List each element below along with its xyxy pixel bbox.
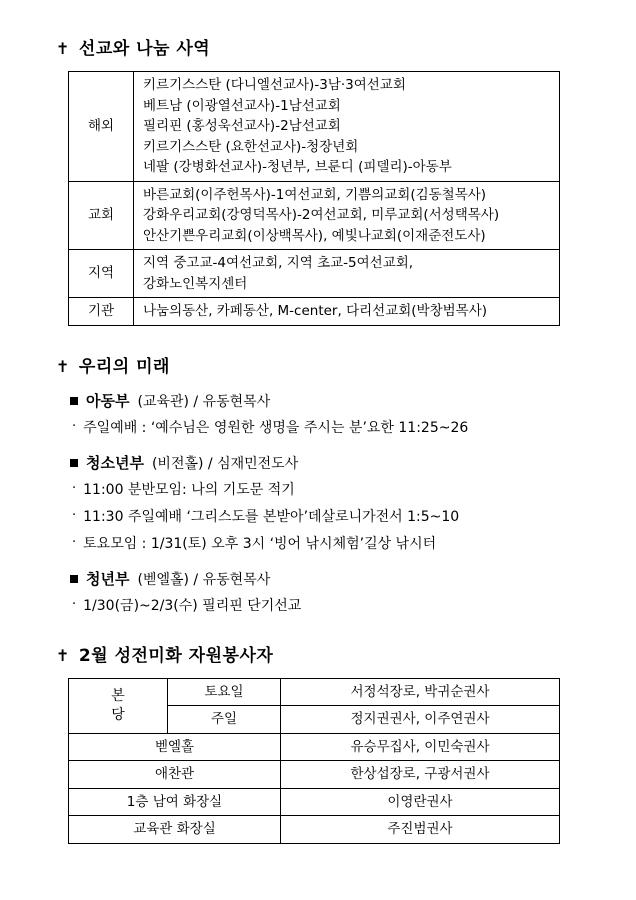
group-name: 청소년부 — [86, 453, 144, 472]
row-label: 해외 — [69, 72, 134, 182]
names-cell: 한상섭장로, 구광서권사 — [281, 761, 560, 789]
future-heading — [56, 352, 590, 377]
group-detail: (비전홀) / 심재민전도사 — [151, 455, 299, 472]
table-row — [69, 72, 560, 182]
list-item-text: 11:00 분반모임: 나의 기도문 적기 — [83, 481, 295, 498]
list-item — [72, 507, 590, 528]
list-item — [72, 418, 590, 439]
row-content — [134, 181, 560, 250]
row-label: 기관 — [69, 298, 134, 326]
group-heading-children — [70, 390, 590, 411]
list-item — [72, 596, 590, 617]
missions-table — [68, 71, 560, 326]
list-item: 키르기스스탄 (요한선교사)-청장년회 — [143, 138, 359, 155]
list-item: 안산기쁜우리교회(이상백목사), 예빛나교회(이재준전도사) — [143, 227, 486, 244]
list-item — [72, 480, 590, 501]
list-item-text: 주일예배 : ‘예수님은 영원한 생명을 주시는 분’요한 11:25~26 — [83, 419, 469, 436]
schedule-cell: 주일 — [168, 706, 281, 734]
table-row — [69, 250, 560, 298]
table-row — [69, 788, 560, 816]
cross-icon: ✝ — [56, 645, 70, 665]
list-item: 나눔의동산, 카페동산, M-center, 다리선교회(박창범목사) — [143, 303, 488, 320]
list-item: 강화노인복지센터 — [143, 275, 248, 292]
list-item: 필리핀 (홍성욱선교사)-2남선교회 — [143, 118, 341, 135]
dot-bullet-icon: · — [72, 480, 77, 496]
list-item: 지역 중고교-4여선교회, 지역 초교-5여선교회, — [143, 255, 414, 272]
list-item: 강화우리교회(강영덕목사)-2여선교회, 미루교회(서성택목사) — [143, 207, 500, 224]
dot-bullet-icon: · — [72, 534, 77, 550]
names-cell: 서정석장로, 박귀순권사 — [281, 678, 560, 706]
row-content — [134, 298, 560, 326]
schedule-cell: 토요일 — [168, 678, 281, 706]
list-item: 바른교회(이주헌목사)-1여선교회, 기쁨의교회(김동철목사) — [143, 186, 487, 203]
cross-icon: ✝ — [56, 39, 70, 58]
table-row — [69, 761, 560, 789]
volunteers-table — [68, 678, 560, 844]
future-title: 우리의 미래 — [78, 356, 170, 377]
place-cell: 벧엘홀 — [69, 733, 281, 761]
list-item-text: 토요모임 : 1/31(토) 오후 3시 ‘빙어 낚시체험’길상 낚시터 — [83, 535, 437, 552]
row-label: 교회 — [69, 181, 134, 250]
group-heading-young-adults — [70, 568, 590, 589]
group-name: 아동부 — [86, 391, 130, 410]
dot-bullet-icon: · — [72, 596, 77, 612]
names-cell: 주진범권사 — [281, 816, 560, 844]
dot-bullet-icon: · — [72, 507, 77, 523]
future-section — [56, 352, 590, 617]
square-bullet-icon — [70, 397, 78, 405]
table-row — [69, 678, 560, 706]
volunteers-heading — [56, 641, 590, 666]
table-row — [69, 181, 560, 250]
names-cell: 이영란권사 — [281, 788, 560, 816]
table-row — [69, 298, 560, 326]
row-label: 지역 — [69, 250, 134, 298]
row-content — [134, 250, 560, 298]
missions-heading — [56, 34, 590, 59]
names-cell: 유승무집사, 이민숙권사 — [281, 733, 560, 761]
place-cell: 교육관 화장실 — [69, 816, 281, 844]
bondang-label: 본 당 — [69, 678, 168, 733]
volunteers-title: 2월 성전미화 자원봉사자 — [78, 645, 274, 666]
volunteers-section — [56, 641, 590, 844]
list-item: 네팔 (강병화선교사)-청년부, 브룬디 (피델리)-아동부 — [143, 159, 452, 176]
group-name: 청년부 — [86, 569, 130, 588]
missions-title: 선교와 나눔 사역 — [78, 39, 211, 59]
list-item-text: 11:30 주일예배 ‘그리스도를 본받아’데살로니가전서 1:5~10 — [83, 508, 460, 525]
list-item-text: 1/30(금)~2/3(수) 필리핀 단기선교 — [83, 597, 302, 614]
dot-bullet-icon: · — [72, 418, 77, 434]
group-detail: (벧엘홀) / 유동현목사 — [137, 571, 271, 588]
place-cell: 애찬관 — [69, 761, 281, 789]
group-detail: (교육관) / 유동현목사 — [137, 393, 271, 410]
table-row — [69, 733, 560, 761]
row-content — [134, 72, 560, 182]
list-item: 베트남 (이광열선교사)-1남선교회 — [143, 97, 341, 114]
square-bullet-icon — [70, 575, 78, 583]
group-heading-youth — [70, 452, 590, 473]
place-cell: 1층 남여 화장실 — [69, 788, 281, 816]
names-cell: 정지권권사, 이주연권사 — [281, 706, 560, 734]
list-item — [72, 534, 590, 555]
list-item: 키르기스스탄 (다니엘선교사)-3남·3여선교회 — [143, 77, 406, 93]
square-bullet-icon — [70, 459, 78, 467]
table-row — [69, 816, 560, 844]
cross-icon: ✝ — [56, 356, 70, 376]
